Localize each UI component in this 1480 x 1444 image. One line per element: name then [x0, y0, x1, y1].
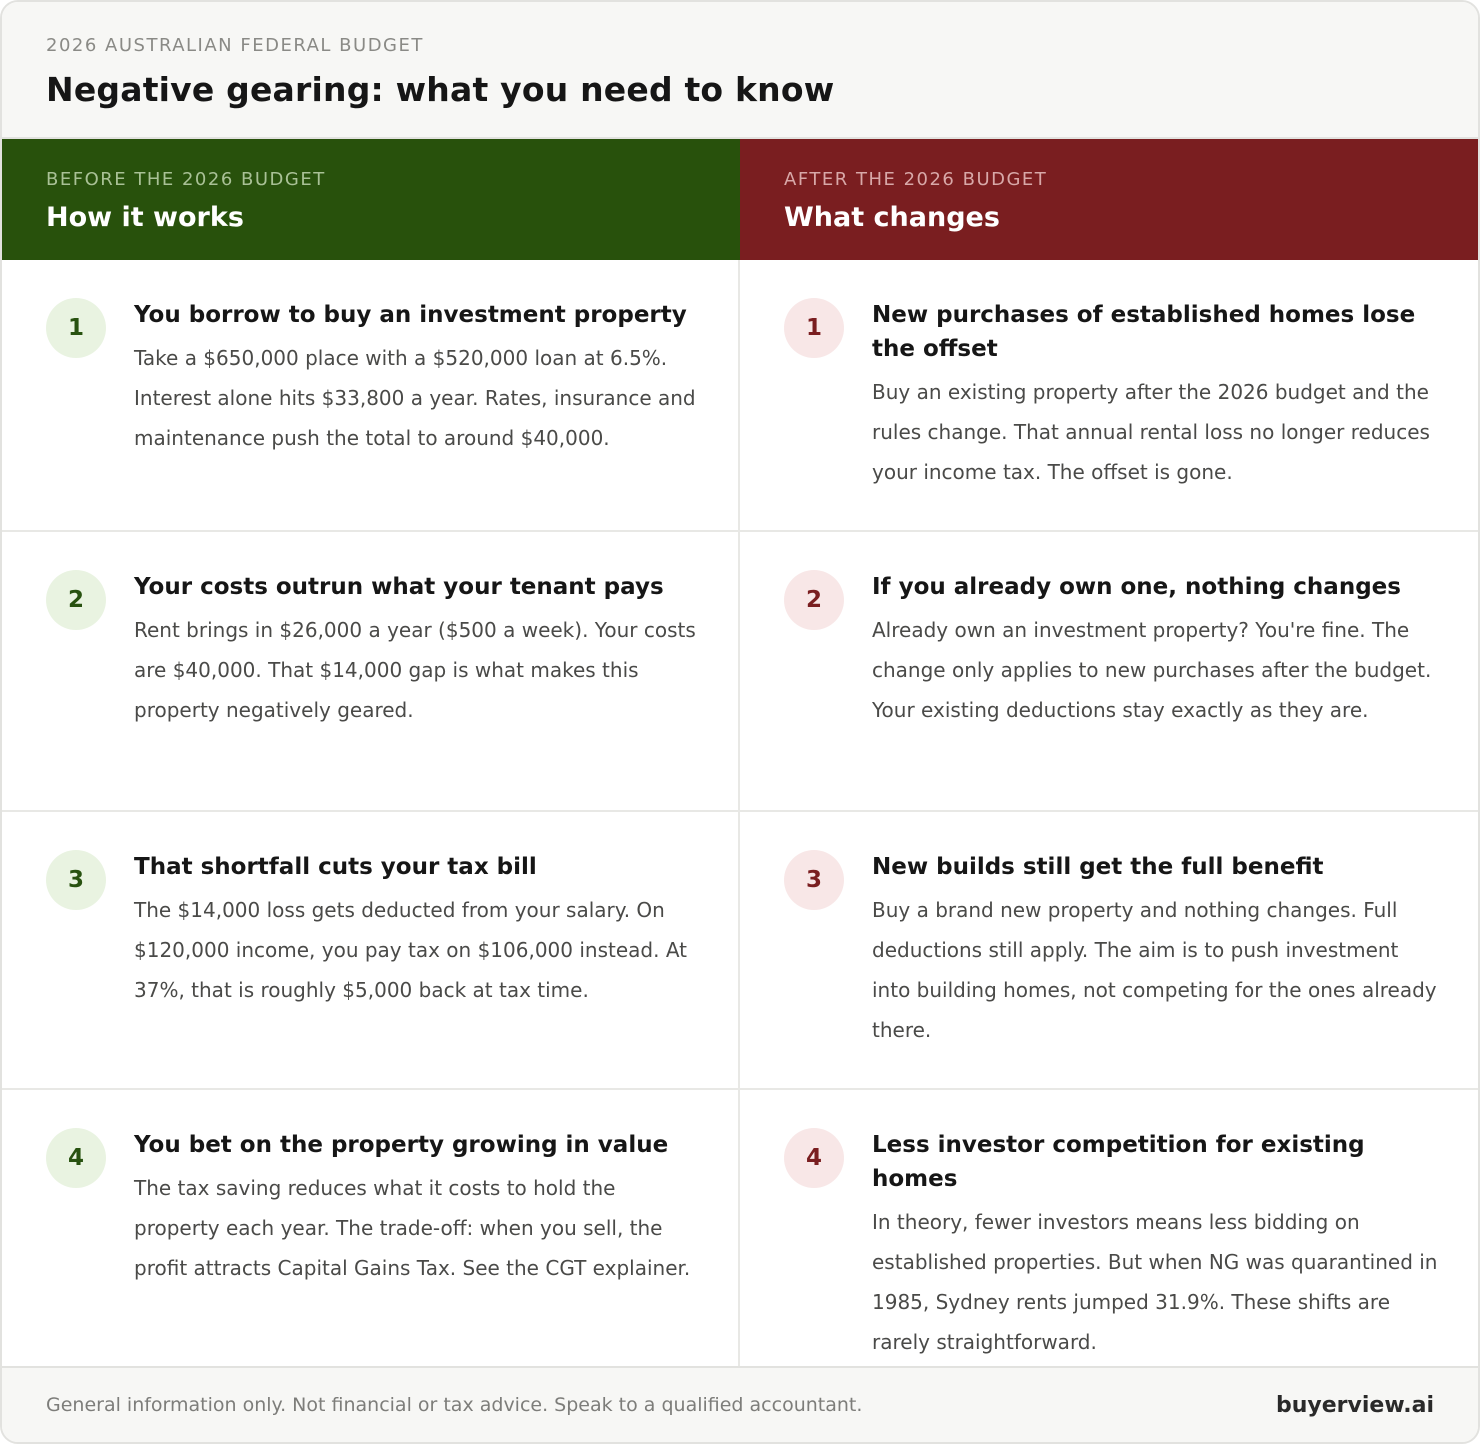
after-step-1 — [740, 260, 1478, 530]
after-column-header — [740, 139, 1478, 260]
step-row-2 — [2, 532, 1478, 812]
after-kicker: AFTER THE 2026 BUDGET — [784, 169, 1048, 190]
step-title: You borrow to buy an investment property — [134, 302, 687, 328]
after-step-2 — [740, 532, 1478, 810]
step-number-badge: 3 — [784, 850, 844, 910]
step-body: Buy an existing property after the 2026 budget and the rules change. That annual rental loss no longer reduces your income tax. The offset is gone. — [872, 380, 1430, 484]
before-step-1 — [2, 260, 740, 530]
step-number-badge: 2 — [784, 570, 844, 630]
before-title: How it works — [46, 202, 244, 233]
step-number-badge: 2 — [46, 570, 106, 630]
after-step-4 — [740, 1090, 1478, 1368]
step-body: The $14,000 loss gets deducted from your salary. On $120,000 income, you pay tax on $106,000 instead. At 37%, that is roughly $5,000 back at tax time. — [134, 898, 687, 1002]
step-body: Take a $650,000 place with a $520,000 loan at 6.5%. Interest alone hits $33,800 a year. Rates, insurance and maintenance push the total to around $40,000. — [134, 346, 696, 450]
step-number-badge: 4 — [46, 1128, 106, 1188]
step-title: Your costs outrun what your tenant pays — [134, 574, 664, 600]
header-kicker: 2026 AUSTRALIAN FEDERAL BUDGET — [46, 35, 424, 56]
step-number-badge: 3 — [46, 850, 106, 910]
footer — [2, 1366, 1478, 1442]
disclaimer-text: General information only. Not financial or tax advice. Speak to a qualified accountant. — [46, 1394, 863, 1416]
after-title: What changes — [784, 202, 1000, 233]
before-column-header — [2, 139, 740, 260]
step-number-badge: 1 — [46, 298, 106, 358]
step-number-badge: 4 — [784, 1128, 844, 1188]
step-title: If you already own one, nothing changes — [872, 574, 1401, 600]
step-number-badge: 1 — [784, 298, 844, 358]
step-title: Less investor competition for existing homes — [872, 1132, 1365, 1192]
column-headers — [2, 139, 1478, 260]
step-row-3 — [2, 812, 1478, 1090]
before-step-4 — [2, 1090, 740, 1368]
step-body: Already own an investment property? You're fine. The change only applies to new purchases after the budget. Your existing deductions stay exactly as they are. — [872, 618, 1432, 722]
step-row-4 — [2, 1090, 1478, 1368]
step-body: Rent brings in $26,000 a year ($500 a week). Your costs are $40,000. That $14,000 gap is what makes this property negatively geared. — [134, 618, 696, 722]
step-title: You bet on the property growing in value — [134, 1132, 669, 1158]
step-body: Buy a brand new property and nothing changes. Full deductions still apply. The aim is to push investment into building homes, not competing for the ones already there. — [872, 898, 1437, 1042]
brand-logo-text: buyerview.ai — [1276, 1392, 1434, 1418]
before-step-2 — [2, 532, 740, 810]
header — [2, 2, 1478, 139]
step-body: The tax saving reduces what it costs to hold the property each year. The trade-off: when you sell, the profit attracts Capital Gains Tax. See the CGT explainer. — [134, 1176, 691, 1280]
before-kicker: BEFORE THE 2026 BUDGET — [46, 169, 326, 190]
step-title: That shortfall cuts your tax bill — [134, 854, 537, 880]
step-title: New builds still get the full benefit — [872, 854, 1324, 880]
before-step-3 — [2, 812, 740, 1088]
after-step-3 — [740, 812, 1478, 1088]
page-title: Negative gearing: what you need to know — [46, 70, 835, 109]
step-title: New purchases of established homes lose the offset — [872, 302, 1416, 362]
step-body: In theory, fewer investors means less bidding on established properties. But when NG was quarantined in 1985, Sydney rents jumped 31.9%. These shifts are rarely straightforward. — [872, 1210, 1438, 1354]
step-row-1 — [2, 260, 1478, 532]
